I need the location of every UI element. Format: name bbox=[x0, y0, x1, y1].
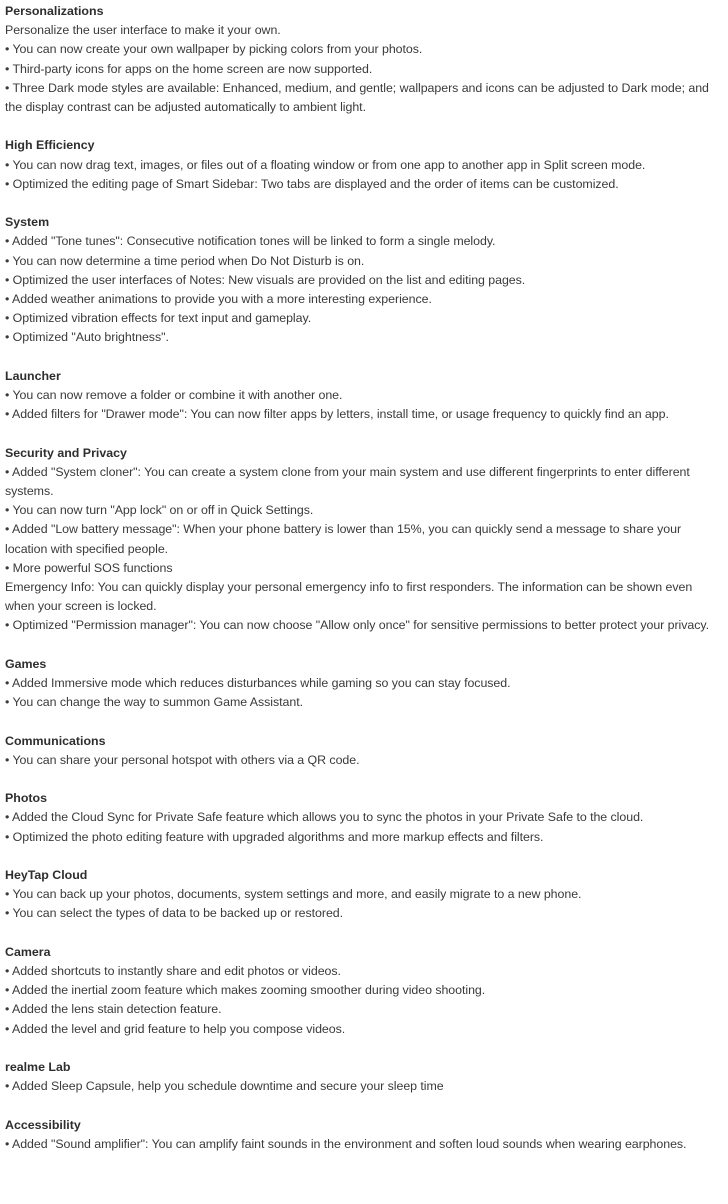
bullet-item: • Three Dark mode styles are available: Enhanced, medium, and gentle; wallpapers and icons can be adjusted to Dark mode; and the display contrast can be adjusted automatically to ambient light. bbox=[5, 80, 709, 115]
bullet-item: • You can change the way to summon Game Assistant. bbox=[5, 695, 304, 710]
section-heading: System bbox=[5, 215, 50, 230]
section-heading: Communications bbox=[5, 733, 106, 748]
bullet-item: • Added "Tone tunes": Consecutive notification tones will be linked to form a single melody. bbox=[5, 234, 496, 249]
bullet-item: • Optimized the editing page of Smart Sidebar: Two tabs are displayed and the order of items can be customized. bbox=[5, 176, 619, 191]
bullet-item: • Optimized vibration effects for text input and gameplay. bbox=[5, 311, 312, 326]
bullet-item: • More powerful SOS functions bbox=[5, 560, 173, 575]
section-realme-lab bbox=[5, 1058, 722, 1096]
section-heytap-cloud bbox=[5, 866, 722, 924]
bullet-item: • Added the inertial zoom feature which makes zooming smoother during video shooting. bbox=[5, 983, 486, 998]
section-heading: Camera bbox=[5, 944, 51, 959]
bullet-item: • Added the level and grid feature to help you compose videos. bbox=[5, 1021, 346, 1036]
bullet-item: • You can now drag text, images, or files out of a floating window or from one app to another app in Split screen mode. bbox=[5, 157, 646, 172]
section-camera bbox=[5, 943, 722, 1039]
bullet-item: • You can select the types of data to be backed up or restored. bbox=[5, 906, 344, 921]
bullet-item: • Added "Low battery message": When your phone battery is lower than 15%, you can quickly send a message to share your location with specified people. bbox=[5, 522, 682, 556]
paragraph-text: Personalize the user interface to make it your own. bbox=[5, 23, 281, 38]
paragraph-text: Emergency Info: You can quickly display your personal emergency info to first responders. The information can be shown even when your screen is locked. bbox=[5, 580, 693, 614]
bullet-item: • You can back up your photos, documents, system settings and more, and easily migrate to a new phone. bbox=[5, 887, 582, 902]
section-photos bbox=[5, 789, 722, 847]
bullet-item: • You can now remove a folder or combine it with another one. bbox=[5, 388, 343, 403]
bullet-item: • Added filters for "Drawer mode": You can now filter apps by letters, install time, or usage frequency to quickly find an app. bbox=[5, 407, 669, 422]
bullet-item: • Added Immersive mode which reduces disturbances while gaming so you can stay focused. bbox=[5, 676, 511, 691]
bullet-item: • You can now create your own wallpaper by picking colors from your photos. bbox=[5, 42, 423, 57]
section-games bbox=[5, 655, 722, 713]
section-personalizations bbox=[5, 2, 722, 117]
bullet-item: • Optimized the user interfaces of Notes: New visuals are provided on the list and editing pages. bbox=[5, 272, 526, 287]
section-heading: Launcher bbox=[5, 368, 61, 383]
bullet-item: • Added shortcuts to instantly share and edit photos or videos. bbox=[5, 964, 341, 979]
bullet-item: • Third-party icons for apps on the home screen are now supported. bbox=[5, 61, 373, 76]
section-heading: Security and Privacy bbox=[5, 445, 127, 460]
section-heading: realme Lab bbox=[5, 1060, 71, 1075]
bullet-item: • Optimized the photo editing feature with upgraded algorithms and more markup effects and filters. bbox=[5, 829, 544, 844]
bullet-item: • You can share your personal hotspot with others via a QR code. bbox=[5, 752, 360, 767]
bullet-item: • Optimized "Permission manager": You can now choose "Allow only once" for sensitive permissions to better protect your privacy. bbox=[5, 618, 709, 633]
section-heading: Games bbox=[5, 656, 47, 671]
section-accessibility bbox=[5, 1116, 722, 1154]
bullet-item: • Added "Sound amplifier": You can amplify faint sounds in the environment and soften loud sounds when wearing earphones. bbox=[5, 1136, 687, 1151]
bullet-item: • You can now determine a time period when Do Not Disturb is on. bbox=[5, 253, 365, 268]
section-heading: High Efficiency bbox=[5, 138, 95, 153]
section-communications bbox=[5, 732, 722, 770]
section-high-efficiency bbox=[5, 136, 722, 194]
bullet-item: • Added the lens stain detection feature. bbox=[5, 1002, 222, 1017]
section-heading: Photos bbox=[5, 791, 47, 806]
section-heading: Personalizations bbox=[5, 4, 104, 18]
section-security-and-privacy bbox=[5, 444, 722, 636]
bullet-item: • Added weather animations to provide you with a more interesting experience. bbox=[5, 292, 432, 307]
bullet-item: • Optimized "Auto brightness". bbox=[5, 330, 169, 345]
section-heading: Accessibility bbox=[5, 1117, 81, 1132]
bullet-item: • Added Sleep Capsule, help you schedule downtime and secure your sleep time bbox=[5, 1079, 444, 1094]
section-launcher bbox=[5, 367, 722, 425]
bullet-item: • You can now turn "App lock" on or off in Quick Settings. bbox=[5, 503, 314, 518]
bullet-item: • Added "System cloner": You can create a system clone from your main system and use different fingerprints to enter different systems. bbox=[5, 464, 690, 499]
section-system bbox=[5, 213, 722, 347]
section-heading: HeyTap Cloud bbox=[5, 868, 88, 883]
bullet-item: • Added the Cloud Sync for Private Safe feature which allows you to sync the photos in your Private Safe to the cloud. bbox=[5, 810, 644, 825]
